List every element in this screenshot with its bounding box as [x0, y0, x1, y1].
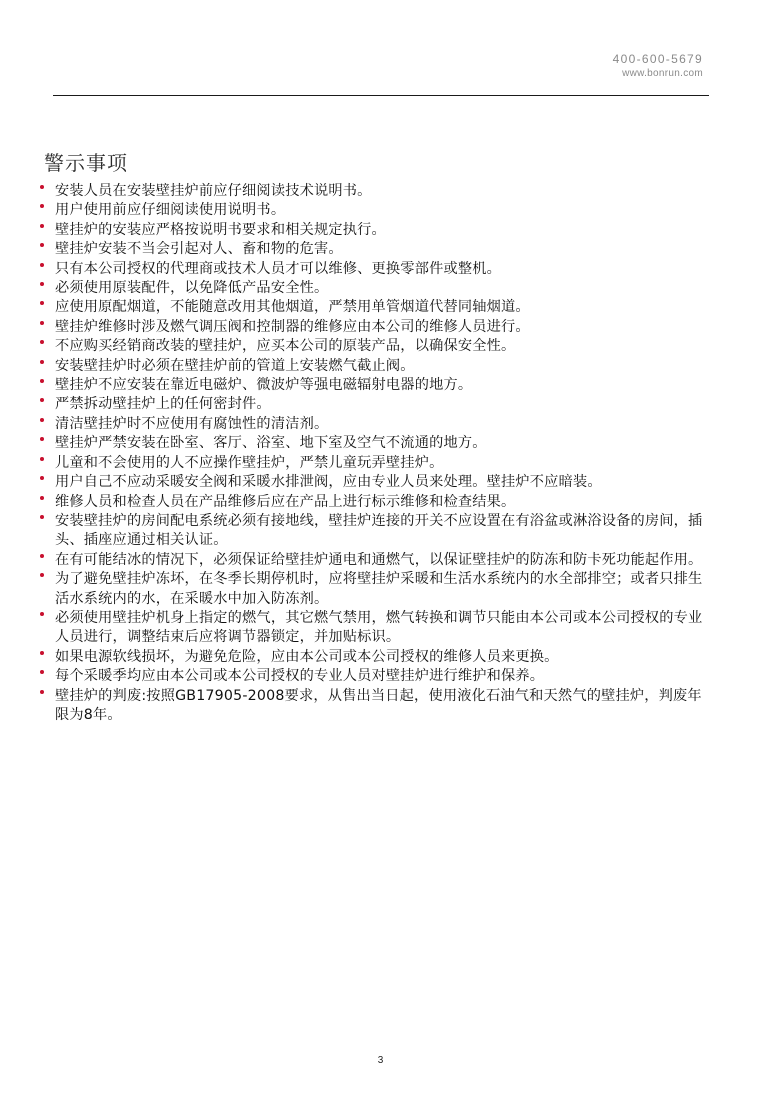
warning-text: 儿童和不会使用的人不应操作壁挂炉，严禁儿童玩弄壁挂炉。 — [55, 454, 444, 471]
bullet-icon — [40, 398, 44, 402]
warning-item — [37, 415, 713, 434]
warning-item — [37, 570, 713, 609]
warning-text: 清洁壁挂炉时不应使用有腐蚀性的清洁剂。 — [55, 415, 329, 432]
warning-item — [37, 434, 713, 453]
warning-item — [37, 376, 713, 395]
bullet-icon — [40, 554, 44, 558]
warning-text: 必须使用壁挂炉机身上指定的燃气，其它燃气禁用，燃气转换和调节只能由本公司或本公司授权的专业人员进行，调整结束后应将调节器锁定，并加贴标识。 — [55, 609, 703, 646]
bullet-icon — [40, 651, 44, 655]
warning-text: 安装壁挂炉时必须在壁挂炉前的管道上安装燃气截止阀。 — [55, 357, 415, 374]
warning-text: 在有可能结冰的情况下，必须保证给壁挂炉通电和通燃气，以保证壁挂炉的防冻和防卡死功能起作用。 — [55, 551, 703, 568]
warning-text: 壁挂炉安装不当会引起对人、畜和物的危害。 — [55, 241, 343, 258]
bullet-icon — [40, 185, 44, 189]
warning-item — [37, 240, 713, 259]
bullet-icon — [40, 670, 44, 674]
bullet-icon — [40, 612, 44, 616]
bullet-icon — [40, 418, 44, 422]
warning-text: 应使用原配烟道，不能随意改用其他烟道，严禁用单管烟道代替同轴烟道。 — [55, 299, 530, 316]
bullet-icon — [40, 360, 44, 364]
warning-item — [37, 318, 713, 337]
warning-text: 安装人员在安装壁挂炉前应仔细阅读技术说明书。 — [55, 183, 372, 199]
bullet-icon — [40, 224, 44, 228]
warning-item — [37, 221, 713, 240]
bullet-icon — [40, 282, 44, 286]
warning-item — [37, 493, 713, 512]
warning-item — [37, 182, 713, 201]
warning-text: 壁挂炉维修时涉及燃气调压阀和控制器的维修应由本公司的维修人员进行。 — [55, 318, 530, 335]
header-contact — [613, 52, 703, 80]
warning-text: 维修人员和检查人员在产品维修后应在产品上进行标示维修和检查结果。 — [55, 493, 516, 510]
warning-item — [37, 279, 713, 298]
warning-text: 每个采暖季均应由本公司或本公司授权的专业人员对壁挂炉进行维护和保养。 — [55, 668, 545, 685]
warning-text: 壁挂炉的安装应严格按说明书要求和相关规定执行。 — [55, 221, 386, 238]
warning-text: 严禁拆动壁挂炉上的任何密封件。 — [55, 396, 271, 413]
warning-text: 如果电源软线损坏，为避免危险，应由本公司或本公司授权的维修人员来更换。 — [55, 648, 559, 665]
warning-text: 壁挂炉严禁安装在卧室、客厅、浴室、地下室及空气不流通的地方。 — [55, 435, 487, 452]
warning-item — [37, 512, 713, 551]
bullet-icon — [40, 690, 44, 694]
warning-item — [37, 337, 713, 356]
bullet-icon — [40, 457, 44, 461]
bullet-icon — [40, 379, 44, 383]
warning-item — [37, 298, 713, 317]
bullet-icon — [40, 321, 44, 325]
bullet-icon — [40, 437, 44, 441]
bullet-icon — [40, 340, 44, 344]
warning-item — [37, 667, 713, 686]
warning-item — [37, 357, 713, 376]
bullet-icon — [40, 204, 44, 208]
warning-item — [37, 260, 713, 279]
header-divider — [53, 95, 709, 96]
warning-item — [37, 687, 713, 726]
warning-text: 用户使用前应仔细阅读使用说明书。 — [55, 202, 286, 219]
header-website: www.bonrun.com — [622, 68, 703, 79]
bullet-icon — [40, 573, 44, 577]
warning-text: 安装壁挂炉的房间配电系统必须有接地线，壁挂炉连接的开关不应设置在有浴盆或淋浴设备的房间，插头、插座应通过相关认证。 — [55, 512, 703, 549]
section-title: 警示事项 — [44, 151, 128, 175]
warning-text: 必须使用原装配件，以免降低产品安全性。 — [55, 280, 329, 297]
warning-item — [37, 473, 713, 492]
warning-item — [37, 609, 713, 648]
bullet-icon — [40, 515, 44, 519]
warning-text: 不应购买经销商改装的壁挂炉，应买本公司的原装产品，以确保安全性。 — [55, 338, 516, 355]
warning-text: 壁挂炉不应安装在靠近电磁炉、微波炉等强电磁辐射电器的地方。 — [55, 377, 473, 394]
bullet-icon — [40, 263, 44, 267]
warning-list — [37, 182, 713, 725]
header-phone: 400-600-5679 — [612, 52, 703, 66]
warning-text: 为了避免壁挂炉冻坏，在冬季长期停机时，应将壁挂炉采暖和生活水系统内的水全部排空；或者只排生活水系统内的水，在采暖水中加入防冻剂。 — [55, 571, 703, 607]
warning-text: 只有本公司授权的代理商或技术人员才可以维修、更换零部件或整机。 — [55, 260, 502, 277]
warning-item — [37, 395, 713, 414]
bullet-icon — [40, 496, 44, 500]
bullet-icon — [40, 243, 44, 247]
warning-text: 用户自己不应动采暖安全阀和采暖水排泄阀，应由专业人员来处理。壁挂炉不应暗装。 — [55, 474, 602, 491]
page-number: 3 — [377, 1055, 384, 1066]
bullet-icon — [40, 301, 44, 305]
warning-item — [37, 648, 713, 667]
warning-text: 壁挂炉的判废:按照GB17905-2008要求，从售出当日起，使用液化石油气和天然气的壁挂炉，判废年限为8年。 — [55, 687, 702, 723]
warning-item — [37, 454, 713, 473]
bullet-icon — [40, 476, 44, 480]
warning-item — [37, 201, 713, 220]
warning-item — [37, 551, 713, 570]
